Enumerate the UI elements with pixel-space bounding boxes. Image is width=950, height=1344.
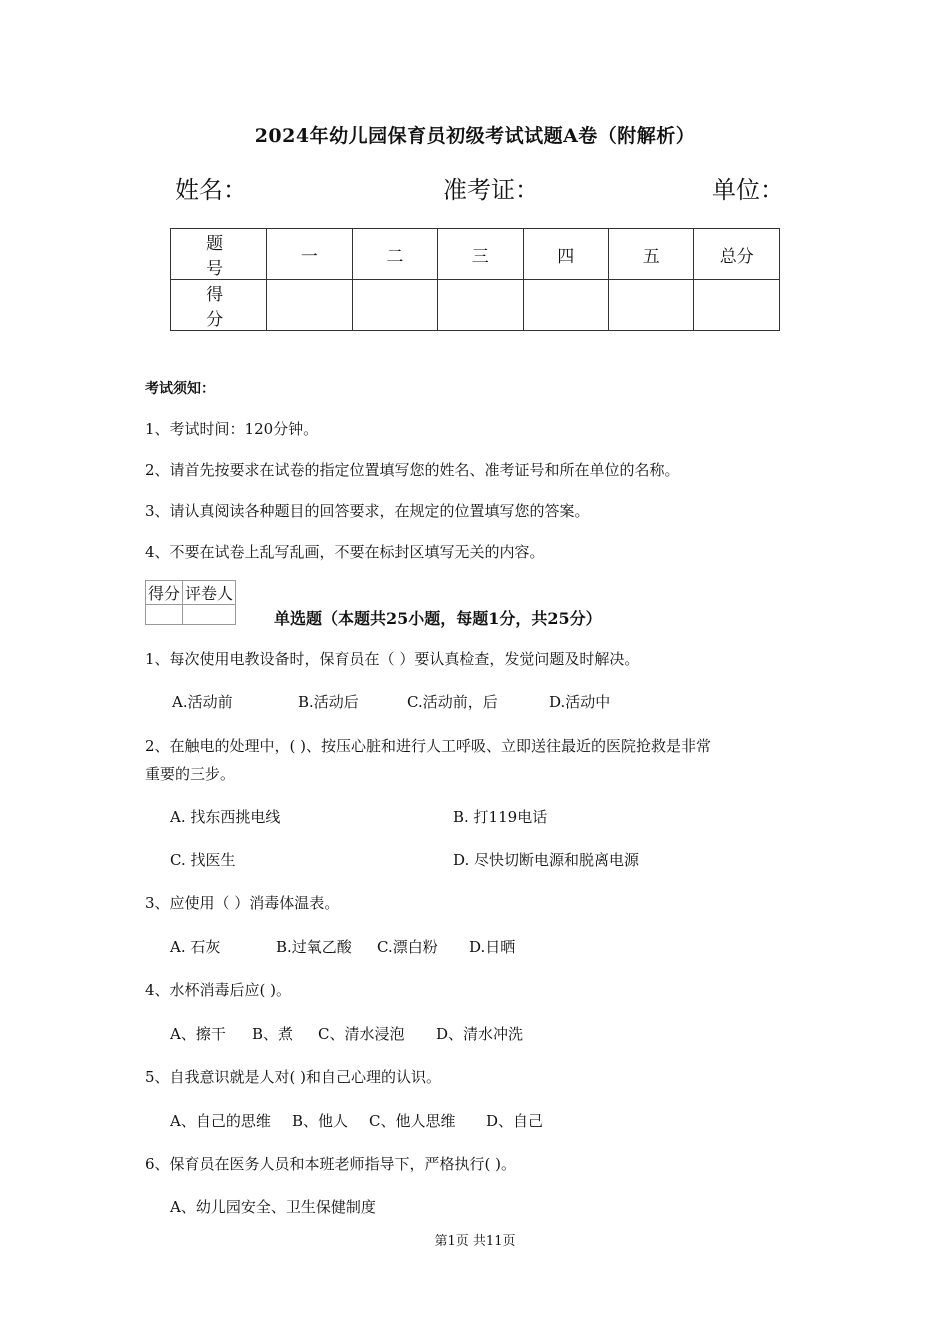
question-option: A. 找东西挑电线 [170,808,281,826]
question-option: C、他人思维 [369,1112,456,1130]
score-table-cell: 三 [438,229,523,280]
notice-item: 4、不要在试卷上乱写乱画，不要在标封区填写无关的内容。 [145,543,545,561]
question-option: D.日晒 [469,938,516,956]
notice-item: 2、请首先按要求在试卷的指定位置填写您的姓名、准考证号和所在单位的名称。 [145,461,680,479]
question-option: A. 石灰 [170,938,221,956]
question-option: D、清水冲洗 [436,1025,524,1043]
score-table-score-row [171,280,780,331]
grader-reviewer-label: 评卷人 [183,581,236,605]
notice-heading: 考试须知： [145,381,215,397]
question-stem-continuation: 重要的三步。 [145,765,236,783]
question-option: B、煮 [252,1025,294,1043]
question-option: C.漂白粉 [377,938,438,956]
question-option: B.活动后 [298,693,359,711]
score-table-cell [609,280,694,331]
score-table-cell [694,280,780,331]
unit-field-label: 单位： [712,176,784,204]
grader-score-label: 得分 [146,581,183,605]
name-field-label: 姓名： [175,176,247,204]
notice-item: 3、请认真阅读各种题目的回答要求，在规定的位置填写您的答案。 [145,502,590,520]
question-option: B.过氧乙酸 [276,938,352,956]
grader-box [145,580,236,625]
question-option: C.活动前，后 [407,693,498,711]
question-stem: 5、自我意识就是人对( )和自己心理的认识。 [145,1068,442,1086]
question-stem: 6、保育员在医务人员和本班老师指导下，严格执行( )。 [145,1155,517,1173]
question-stem: 1、每次使用电教设备时，保育员在（ ）要认真检查，发觉问题及时解决。 [145,650,640,668]
score-table-cell [352,280,437,331]
question-option: B、他人 [292,1112,349,1130]
question-stem: 2、在触电的处理中，( )、按压心脏和进行人工呼吸、立即送往最近的医院抢救是非常 [145,737,712,755]
score-table-cell [438,280,523,331]
question-option: C. 找医生 [170,851,236,869]
grader-reviewer-cell [183,605,236,625]
exam-number-field-label: 准考证： [443,176,539,204]
score-table-cell: 五 [609,229,694,280]
score-table-cell: 得 分 [171,280,267,331]
score-table [170,228,780,331]
page-title: 2024年幼儿园保育员初级考试试题A卷（附解析） [254,125,696,147]
score-table-cell [267,280,352,331]
grader-score-cell [146,605,183,625]
question-option: D.活动中 [549,693,611,711]
score-table-cell [523,280,608,331]
question-option: C、清水浸泡 [318,1025,405,1043]
question-stem: 3、应使用（ ）消毒体温表。 [145,894,340,912]
question-stem: 4、水杯消毒后应( )。 [145,981,292,999]
question-option: A、幼儿园安全、卫生保健制度 [170,1198,376,1216]
question-option: A、擦干 [170,1025,226,1043]
question-option: B. 打119电话 [453,808,548,826]
question-option: A.活动前 [172,693,233,711]
section-title: 单选题（本题共25小题，每题1分，共25分） [274,609,602,628]
score-table-cell: 一 [267,229,352,280]
notice-item: 1、考试时间：120分钟。 [145,420,319,438]
page-footer: 第1页 共11页 [434,1234,516,1249]
score-table-header-row [171,229,780,280]
score-table-cell: 四 [523,229,608,280]
score-table-cell: 题 号 [171,229,267,280]
question-option: D. 尽快切断电源和脱离电源 [453,851,640,869]
question-option: D、自己 [486,1112,544,1130]
score-table-cell: 总分 [694,229,780,280]
question-option: A、自己的思维 [170,1112,271,1130]
score-table-cell: 二 [352,229,437,280]
